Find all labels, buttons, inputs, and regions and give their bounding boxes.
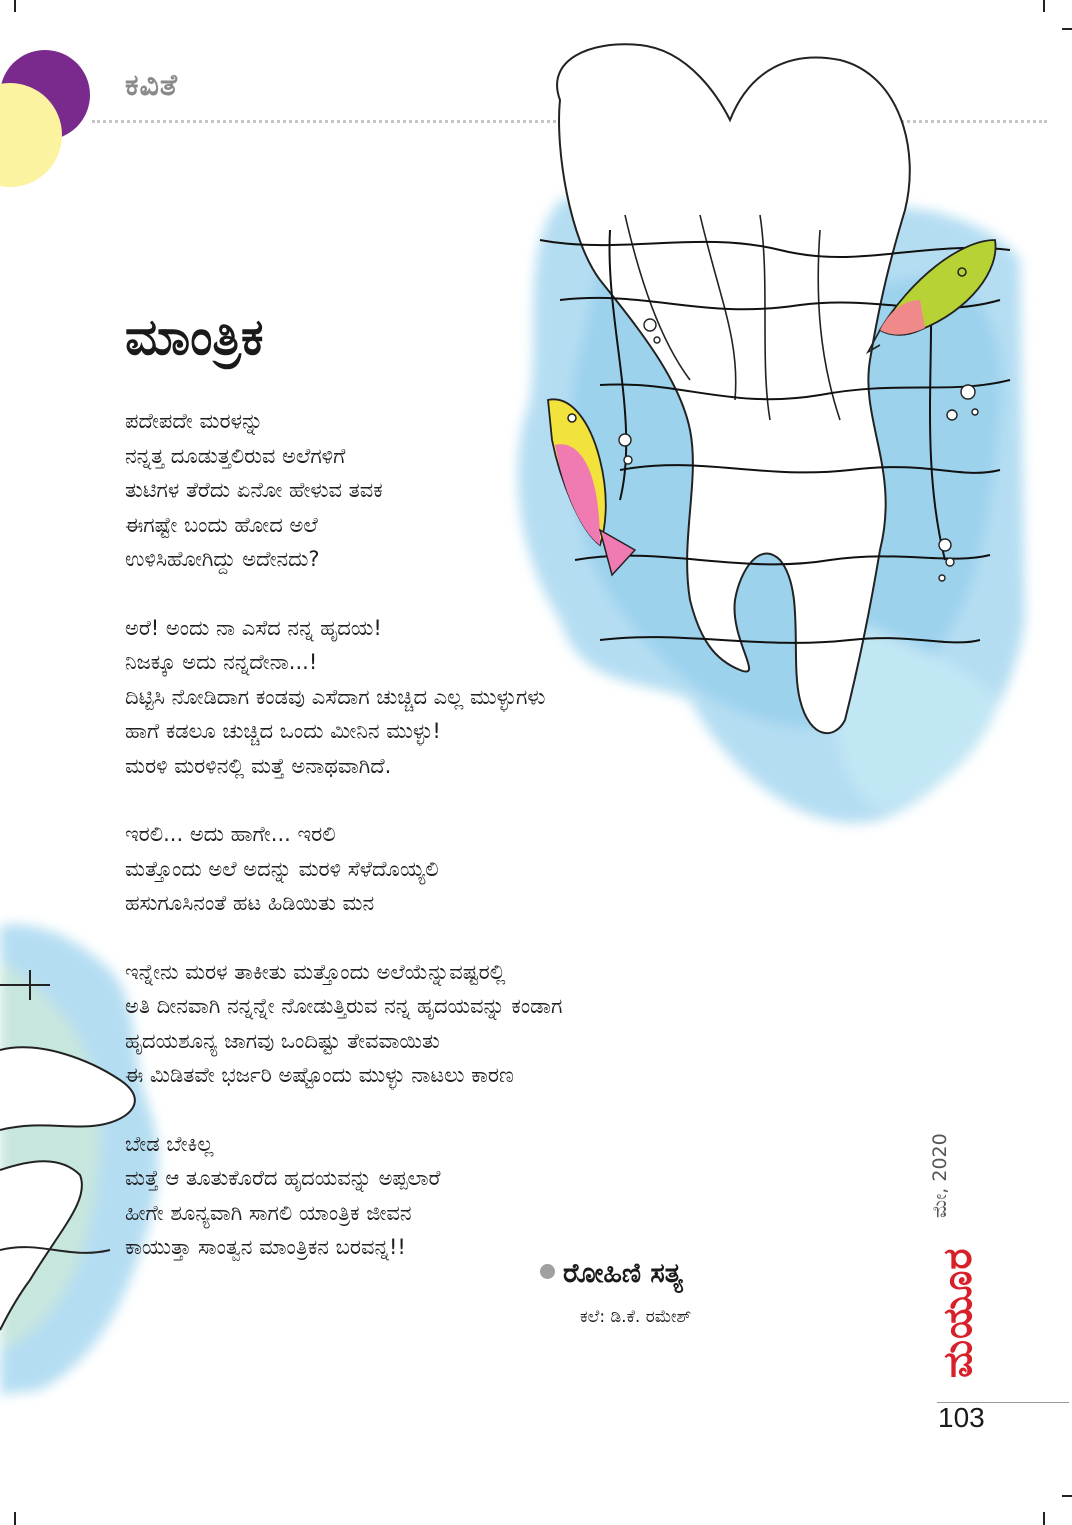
section-label: ಕವಿತೆ xyxy=(125,68,178,103)
poem-body xyxy=(125,404,765,1299)
stanza xyxy=(125,817,765,921)
poem-line: ಮರಳಿ ಮರಳಿನಲ್ಲಿ ಮತ್ತೆ ಅನಾಥವಾಗಿದೆ. xyxy=(125,753,392,778)
poem-line: ಪದೇಪದೇ ಮರಳನ್ನು xyxy=(125,409,264,433)
stanza xyxy=(125,611,765,784)
poem-line: ದಿಟ್ಟಿಸಿ ನೋಡಿದಾಗ ಕಂಡವು ಎಸೆದಾಗ ಚುಚ್ಚಿದ ಎಲ್ಲ ಮುಳ್ಳುಗಳು xyxy=(125,684,546,709)
poem-line: ನಿಜಕ್ಕೂ ಅದು ನನ್ನದೇನಾ...! xyxy=(125,650,318,674)
poem-line: ತುಟಿಗಳ ತೆರೆದು ಏನೋ ಹೇಳುವ ತವಕ xyxy=(125,478,383,502)
bullet-dot-icon xyxy=(540,1264,555,1279)
stanza xyxy=(125,955,765,1093)
poem-line: ಮತ್ತೊಂದು ಅಲೆ ಅದನ್ನು ಮರಳಿ ಸೆಳೆದೊಯ್ಯಲಿ xyxy=(125,856,439,881)
poem-line: ಹೃದಯಶೂನ್ಯ ಜಾಗವು ಒಂದಿಷ್ಟು ತೇವವಾಯಿತು xyxy=(125,1028,440,1053)
page-number: 103 xyxy=(938,1402,985,1433)
art-credit: ಕಲೆ: ಡಿ.ಕೆ. ರಮೇಶ್ xyxy=(580,1307,692,1327)
stanza xyxy=(125,1127,765,1265)
poem-line: ಈಗಷ್ಟೇ ಬಂದು ಹೋದ ಅಲೆ xyxy=(125,512,318,537)
poem-line: ಬೇಡ ಬೇಕಿಲ್ಲ xyxy=(125,1131,214,1156)
poem-line: ಉಳಿಸಿಹೋಗಿದ್ದು ಅದೇನದು? xyxy=(125,547,320,571)
author-byline xyxy=(540,1258,683,1290)
poem-line: ಈ ಮಿಡಿತವೇ ಭರ್ಜರಿ ಅಷ್ಟೊಂದು ಮುಳ್ಳು ನಾಟಲು ಕಾರಣ xyxy=(125,1063,514,1087)
poem-line: ಹಾಗೆ ಕಡಲೂ ಚುಚ್ಚಿದ ಒಂದು ಮೀನಿನ ಮುಳ್ಳು! xyxy=(125,719,441,743)
poem-line: ನನ್ನತ್ತ ದೂಡುತ್ತಲಿರುವ ಅಲೆಗಳಿಗೆ xyxy=(125,443,346,468)
author-name: ರೋಹಿಣಿ ಸತ್ಯ xyxy=(563,1258,683,1289)
poem-line: ಮತ್ತೆ ಆ ತೂತುಕೊರೆದ ಹೃದಯವನ್ನು ಅಪ್ಪಲಾರೆ xyxy=(125,1166,441,1190)
poem-line: ಹೀಗೇ ಶೂನ್ಯವಾಗಿ ಸಾಗಲಿ ಯಾಂತ್ರಿಕ ಜೀವನ xyxy=(125,1200,412,1225)
poem-line: ಅತಿ ದೀನವಾಗಿ ನನ್ನನ್ನೇ ನೋಡುತ್ತಿರುವ ನನ್ನ ಹೃದಯವನ್ನು ಕಂಡಾಗ xyxy=(125,994,563,1018)
poem-line: ಇರಲಿ... ಅದು ಹಾಗೇ... ಇರಲಿ xyxy=(125,822,336,846)
poem-title: ಮಾಂತ್ರಿಕ xyxy=(125,308,264,366)
poem-line: ಕಾಯುತ್ತಾ ಸಾಂತ್ವನ ಮಾಂತ್ರಿಕನ ಬರವನ್ನ!! xyxy=(125,1235,406,1259)
magazine-masthead: ಮಯೂರ xyxy=(935,1247,981,1378)
poem-line: ಅರೆ! ಅಂದು ನಾ ಎಸೆದ ನನ್ನ ಹೃದಯ! xyxy=(125,615,382,640)
poem-line: ಹಸುಗೂಸಿನಂತೆ ಹಟ ಹಿಡಿಯಿತು ಮನ xyxy=(125,891,375,915)
stanza xyxy=(125,404,765,577)
issue-date: ಮೇ, 2020 xyxy=(929,1133,951,1218)
poem-line: ಇನ್ನೇನು ಮರಳ ತಾಕೀತು ಮತ್ತೊಂದು ಅಲೆಯೆನ್ನುವಷ್ಟರಲ್ಲಿ xyxy=(125,959,506,984)
